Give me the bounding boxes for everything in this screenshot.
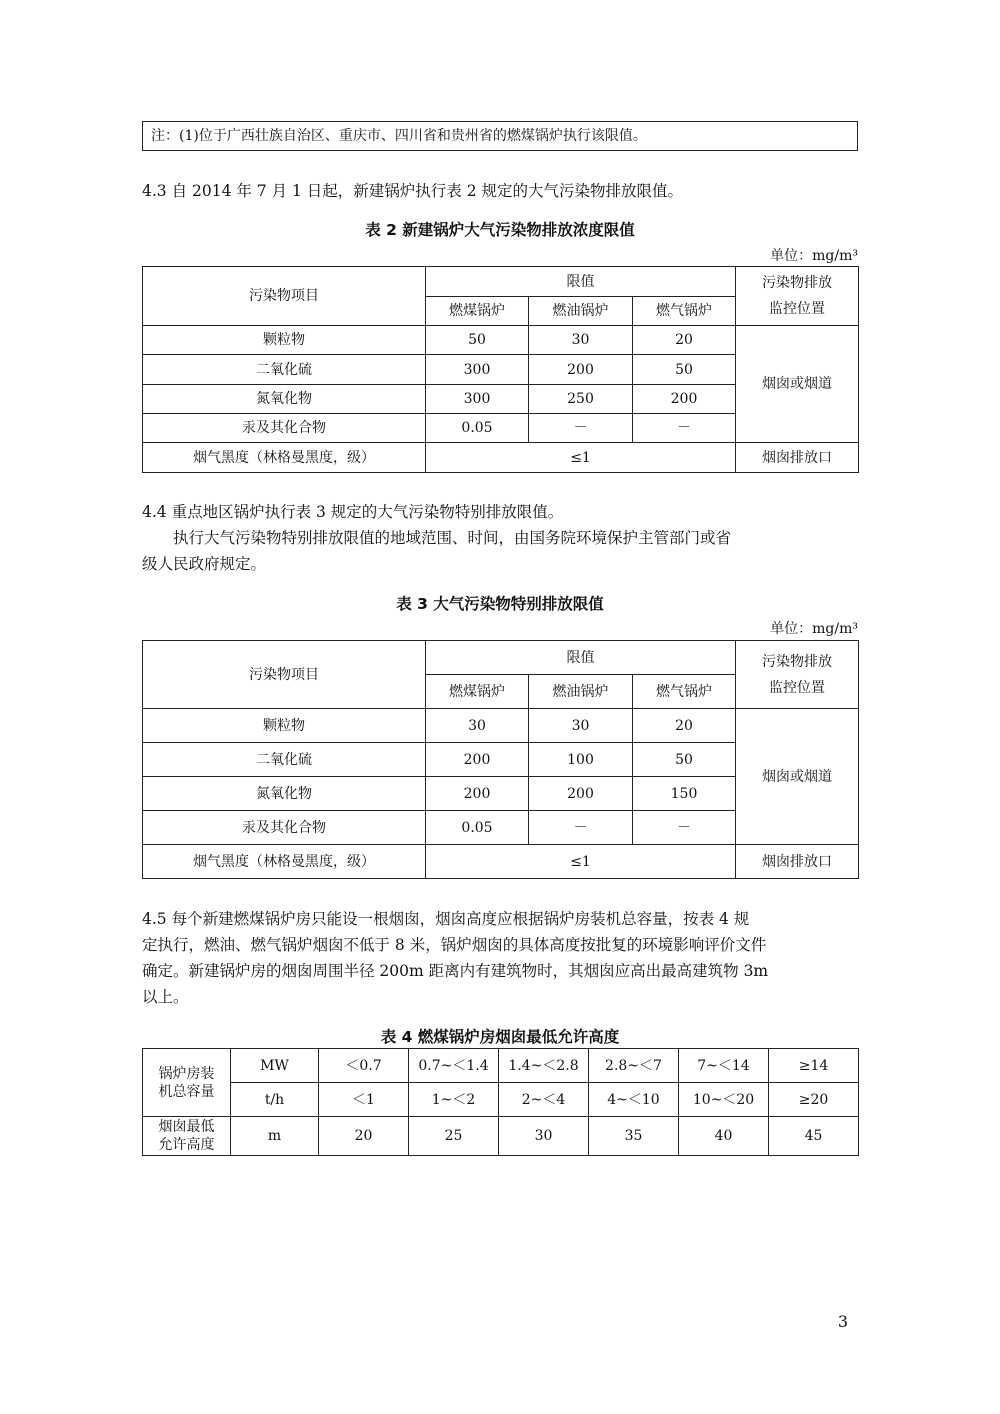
table2-cell: 300 xyxy=(426,355,529,385)
clause-4-4: 4.4 重点地区锅炉执行表 3 规定的大气污染物特别排放限值。 xyxy=(142,503,564,521)
clause-4-5-line-4: 以上。 xyxy=(142,988,189,1006)
page-number: 3 xyxy=(837,1312,848,1331)
clause-4-4-text-2: 级人民政府规定。 xyxy=(142,555,267,573)
table4-capacity-label: 锅炉房装 机总容量 xyxy=(143,1049,231,1117)
table3-row-name: 二氧化硫 xyxy=(143,743,426,777)
table4-height-cell: 25 xyxy=(409,1117,499,1156)
table4-mw-cell: ≥14 xyxy=(769,1049,859,1083)
table3-cell: 200 xyxy=(426,777,529,811)
table4-height-cell: 20 xyxy=(319,1117,409,1156)
table2-cell: － xyxy=(529,414,633,443)
table2-smoke-name: 烟气黑度（林格曼黑度，级） xyxy=(143,443,426,473)
table2-cell: 30 xyxy=(529,326,633,355)
table4-th-cell: 10~＜20 xyxy=(679,1083,769,1117)
table3-position-main: 烟囱或烟道 xyxy=(736,709,859,845)
table2-cell: － xyxy=(633,414,736,443)
table2-row-name: 颗粒物 xyxy=(143,326,426,355)
table2-row-name: 氮氧化物 xyxy=(143,385,426,414)
table3-cell: 200 xyxy=(426,743,529,777)
table4-th-cell: 1~＜2 xyxy=(409,1083,499,1117)
table2-cell: 300 xyxy=(426,385,529,414)
table4-height-cell: 40 xyxy=(679,1117,769,1156)
clause-4-4-text-1: 执行大气污染物特别排放限值的地域范围、时间，由国务院环境保护主管部门或省 xyxy=(173,529,732,547)
table2-row-name: 汞及其化合物 xyxy=(143,414,426,443)
clause-4-3: 4.3 自 2014 年 7 月 1 日起，新建锅炉执行表 2 规定的大气污染物排放限值。 xyxy=(142,182,684,200)
table4-caption: 表 4 燃煤锅炉房烟囱最低允许高度 xyxy=(380,1028,620,1046)
table3-cell: 100 xyxy=(529,743,633,777)
table3-caption: 表 3 大气污染物特别排放限值 xyxy=(396,595,604,613)
table4 xyxy=(142,1048,859,1156)
table3-cell: 150 xyxy=(633,777,736,811)
table3-cell: － xyxy=(633,811,736,845)
table2-cell: 50 xyxy=(426,326,529,355)
table3-cell: 30 xyxy=(426,709,529,743)
table3-cell: － xyxy=(529,811,633,845)
table3-row-name: 颗粒物 xyxy=(143,709,426,743)
clause-4-5-line-3: 确定。新建锅炉房的烟囱周围半径 200m 距离内有建筑物时，其烟囱应高出最高建筑物 3m xyxy=(142,962,769,980)
table3-cell: 200 xyxy=(529,777,633,811)
table2-cell: 250 xyxy=(529,385,633,414)
table2-smoke-value: ≤1 xyxy=(426,443,736,473)
table2-row-name: 二氧化硫 xyxy=(143,355,426,385)
table4-mw-cell: ＜0.7 xyxy=(319,1049,409,1083)
table2 xyxy=(142,266,859,473)
table4-mw-cell: 0.7~＜1.4 xyxy=(409,1049,499,1083)
table2-col-gas: 燃气锅炉 xyxy=(633,297,736,326)
table4-height-cell: 30 xyxy=(499,1117,589,1156)
table3-head-item: 污染物项目 xyxy=(143,641,426,709)
table4-unit-m: m xyxy=(231,1117,319,1156)
table3-head-limit: 限值 xyxy=(426,641,736,675)
table2-smoke-position: 烟囱排放口 xyxy=(736,443,859,473)
table2-col-oil: 燃油锅炉 xyxy=(529,297,633,326)
table2-cell: 0.05 xyxy=(426,414,529,443)
table2-cell: 200 xyxy=(633,385,736,414)
note-box: 注：(1)位于广西壮族自治区、重庆市、四川省和贵州省的燃煤锅炉执行该限值。 xyxy=(142,121,858,151)
table2-head-limit: 限值 xyxy=(426,267,736,297)
table4-mw-cell: 1.4~＜2.8 xyxy=(499,1049,589,1083)
table2-caption: 表 2 新建锅炉大气污染物排放浓度限值 xyxy=(365,221,635,239)
table2-head-item: 污染物项目 xyxy=(143,267,426,326)
table3-smoke-value: ≤1 xyxy=(426,845,736,879)
table4-th-cell: ＜1 xyxy=(319,1083,409,1117)
table3 xyxy=(142,640,859,879)
table3-head-position: 污染物排放 监控位置 xyxy=(736,641,859,709)
table4-height-cell: 35 xyxy=(589,1117,679,1156)
table3-unit: 单位：mg/m³ xyxy=(770,621,858,637)
table3-col-gas: 燃气锅炉 xyxy=(633,675,736,709)
table2-position-main: 烟囱或烟道 xyxy=(736,326,859,443)
table3-row-name: 汞及其化合物 xyxy=(143,811,426,845)
table3-smoke-name: 烟气黑度（林格曼黑度，级） xyxy=(143,845,426,879)
table4-mw-cell: 2.8~＜7 xyxy=(589,1049,679,1083)
table4-unit-mw: MW xyxy=(231,1049,319,1083)
table2-col-coal: 燃煤锅炉 xyxy=(426,297,529,326)
table4-height-label: 烟囱最低 允许高度 xyxy=(143,1117,231,1156)
table3-row-name: 氮氧化物 xyxy=(143,777,426,811)
table4-height-cell: 45 xyxy=(769,1117,859,1156)
table2-cell: 20 xyxy=(633,326,736,355)
table2-cell: 50 xyxy=(633,355,736,385)
table2-cell: 200 xyxy=(529,355,633,385)
clause-4-5-line-1: 4.5 每个新建燃煤锅炉房只能设一根烟囱，烟囱高度应根据锅炉房装机总容量，按表 4 规 xyxy=(142,910,750,928)
table2-unit: 单位：mg/m³ xyxy=(770,248,858,264)
table4-th-cell: 2~＜4 xyxy=(499,1083,589,1117)
table4-mw-cell: 7~＜14 xyxy=(679,1049,769,1083)
table2-head-position: 污染物排放 监控位置 xyxy=(736,267,859,326)
table4-th-cell: 4~＜10 xyxy=(589,1083,679,1117)
table4-th-cell: ≥20 xyxy=(769,1083,859,1117)
table3-col-coal: 燃煤锅炉 xyxy=(426,675,529,709)
table3-col-oil: 燃油锅炉 xyxy=(529,675,633,709)
table3-cell: 30 xyxy=(529,709,633,743)
table4-unit-th: t/h xyxy=(231,1083,319,1117)
table3-cell: 0.05 xyxy=(426,811,529,845)
table3-cell: 50 xyxy=(633,743,736,777)
table3-smoke-position: 烟囱排放口 xyxy=(736,845,859,879)
clause-4-5-line-2: 定执行，燃油、燃气锅炉烟囱不低于 8 米，锅炉烟囱的具体高度按批复的环境影响评价文件 xyxy=(142,936,767,954)
table3-cell: 20 xyxy=(633,709,736,743)
